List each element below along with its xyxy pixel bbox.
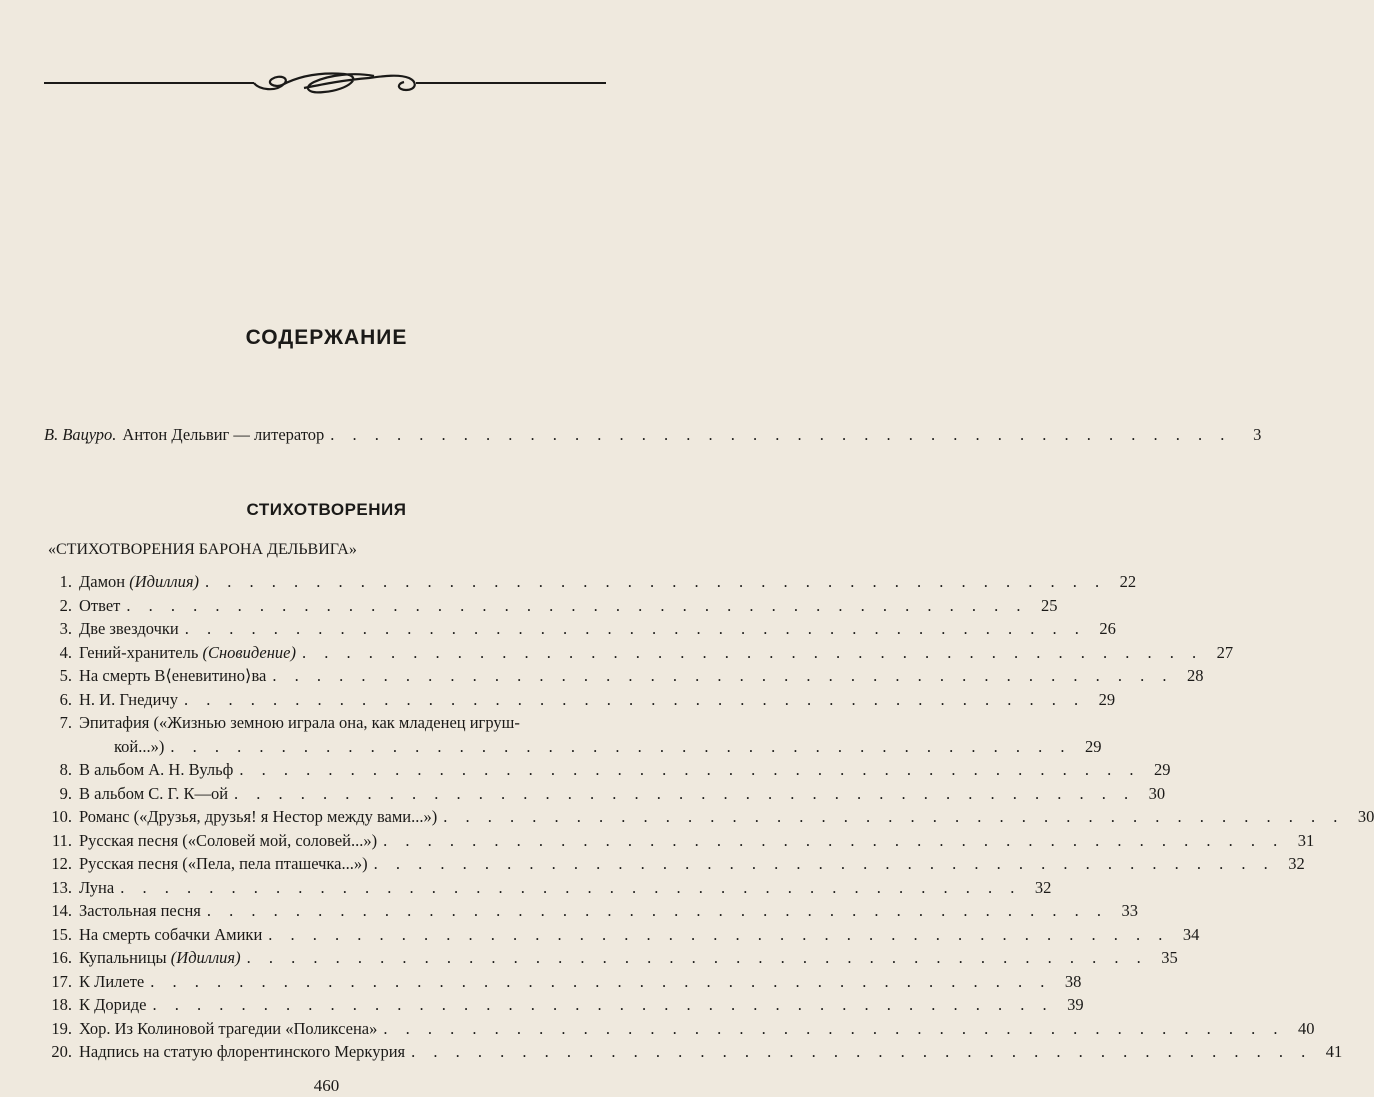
subsection-heading: «СТИХОТВОРЕНИЯ БАРОНА ДЕЛЬВИГА» [48,541,357,558]
toc-entry[interactable] [44,877,1052,900]
toc-entry[interactable] [44,595,1058,618]
toc-entry-title-text: Гений-хранитель [79,642,203,662]
toc-entry-title [79,643,296,663]
toc-entry-title [79,807,437,827]
dot-leader: . . . . . . . . . . . . . . . . . . . . . . . . . . . . . . . . . . . . . . . . . [272,666,1174,685]
toc-entry-title [79,666,266,686]
dot-leader: . . . . . . . . . . . . . . . . . . . . . . . . . . . . . . . . . . . . . . . . . [268,924,1170,944]
toc-entry-title [79,619,179,639]
toc-entry-page: 31 [1297,830,1315,850]
toc-entry-title [79,854,368,874]
toc-entry-title-text: Эпитафия («Жизнью земною играла она, как младенец игруш- [79,713,520,732]
toc-entry-number: 19. [51,1018,72,1038]
toc-entry-number: 13. [51,877,72,897]
toc-entry-page: 38 [1064,971,1082,991]
toc-entry-title [79,1019,377,1039]
toc-entry-title-text: В альбом А. Н. Вульф [79,760,234,779]
section-heading: СТИХОТВОРЕНИЯ [246,500,407,519]
toc-entry[interactable] [44,830,1315,853]
dot-leader: . . . . . . . . . . . . . . . . . . . . . . . . . . . . . . . . . . . . . . . . . [183,689,1086,709]
dot-leader: . . . . . . . . . . . . . . . . . . . . . . . . . . . . . . . . . . . . . . . . . [383,830,1285,850]
toc-entry-title-text: Надпись на статую флорентинского Меркурия [79,1042,406,1061]
dot-leader: . . . . . . . . . . . . . . . . . . . . . . . . . . . . . . . . . . . . . . . . . [443,807,1345,826]
toc-entry-title-text: Дамон [79,572,130,591]
toc-entry[interactable] [44,642,1234,665]
toc-entry-page: 32 [1288,854,1305,873]
toc-entry-number: 10. [51,807,72,826]
toc-entry[interactable] [44,971,1082,994]
toc-entry-title-text: Две звездочки [79,619,179,638]
toc-entry-genre: (Сновидение) [202,642,296,662]
toc-entry-number: 11. [51,830,72,850]
toc-entry[interactable] [44,1042,1343,1064]
dot-leader: . . . . . . . . . . . . . . . . . . . . . . . . . . . . . . . . . . . . . . . . . [170,736,1072,756]
toc-entry[interactable] [44,948,1178,970]
toc-entry-title-text: Романс («Друзья, друзья! я Нестор между вами...») [79,807,438,826]
dot-leader: . . . . . . . . . . . . . . . . . . . . . . . . . . . . . . . . . . . . . . . . . [184,619,1086,638]
toc-entry[interactable] [44,783,1166,806]
dot-leader: . . . . . . . . . . . . . . . . . . . . . . . . . . . . . . . . . . . . . . . . . [205,572,1107,591]
toc-entry[interactable] [44,572,1137,594]
dot-leader: . . . . . . . . . . . . . . . . . . . . . . . . . . . . . . . . . . . . . . . . . [152,995,1054,1014]
toc-entry-title [79,760,233,780]
contents-heading: СОДЕРЖАНИЕ [245,326,408,349]
toc-entry-title [79,784,228,804]
toc-entry-intro[interactable] [44,425,1262,447]
dot-leader: . . . . . . . . . . . . . . . . . . . . . . . . . . . . . . . . . . . . . . . . . [120,877,1022,897]
toc-entry-page: 29 [1153,760,1171,779]
toc-entry[interactable] [44,901,1138,923]
toc-entry[interactable] [44,807,1374,829]
toc-entry-page: 3 [1253,425,1262,444]
toc-entry-page: 32 [1034,877,1052,897]
toc-entry-title [79,1042,405,1062]
toc-entry-number: 17. [51,971,72,991]
toc-entry[interactable] [44,995,1084,1017]
toc-entry-title [79,948,241,968]
toc-entry-page: 40 [1298,1018,1315,1038]
toc-entry-title: В. Вацуро. Антон Дельвиг — литератор [44,425,325,444]
toc-entry-title [79,690,178,710]
toc-entry-continuation[interactable] [44,736,1102,759]
toc-entry-page: 26 [1099,619,1116,638]
toc-entry-title [79,831,377,851]
toc-entry-genre: (Идиллия) [170,948,241,967]
toc-entry-page: 30 [1357,807,1374,826]
dot-leader: . . . . . . . . . . . . . . . . . . . . . . . . . . . . . . . . . . . . . . . . . [239,760,1141,779]
toc-entry-title-text: Русская песня («Пела, пела пташечка...») [79,854,368,873]
dot-leader: . . . . . . . . . . . . . . . . . . . . . . . . . . . . . . . . . . . . . . . . . [126,595,1028,615]
toc-entry-title [79,572,199,592]
toc-entry-page: 29 [1085,736,1102,756]
decorative-ornament-rule [44,70,606,98]
toc-entry-title-text: На смерть собачки Амики [79,924,263,944]
dot-leader: . . . . . . . . . . . . . . . . . . . . . . . . . . . . . . . . . . . . . . . . . [206,901,1108,920]
toc-entry-title-text: Ответ [79,595,121,615]
toc-entry-number: 16. [51,948,72,967]
toc-entry-title [79,596,120,616]
toc-entry-title-text: Русская песня («Соловей мой, соловей...») [79,830,378,850]
dot-leader: . . . . . . . . . . . . . . . . . . . . . . . . . . . . . . . . . . . . . . . . . [330,425,1232,444]
toc-entry[interactable] [44,1018,1315,1041]
toc-entry-title [79,972,144,992]
toc-entry[interactable] [44,854,1305,876]
dot-leader: . . . . . . . . . . . . . . . . . . . . . . . . . . . . . . . . . . . . . . . . . [150,971,1052,991]
toc-entry[interactable] [44,689,1116,712]
toc-entry-number: 8. [59,760,72,779]
toc-entry-page: 30 [1148,783,1166,803]
toc-entry-genre: (Идиллия) [129,572,200,591]
toc-entry-number: 12. [51,854,72,873]
toc-entry[interactable] [44,619,1116,641]
toc-entry-number: 4. [59,642,72,662]
toc-entry-page: 39 [1067,995,1084,1014]
toc-entry-number: 5. [59,666,72,685]
dot-leader: . . . . . . . . . . . . . . . . . . . . . . . . . . . . . . . . . . . . . . . . . [383,1018,1285,1038]
toc-entry-title [79,713,520,733]
toc-entry-number: 15. [51,924,72,944]
toc-entry-title [79,878,114,898]
dot-leader: . . . . . . . . . . . . . . . . . . . . . . . . . . . . . . . . . . . . . . . . . [411,1042,1313,1061]
toc-entry-title [79,925,262,945]
toc-entry-title-text: Луна [79,877,115,897]
dot-leader: . . . . . . . . . . . . . . . . . . . . . . . . . . . . . . . . . . . . . . . . . [234,783,1136,803]
toc-entry-title-text: Купальницы [79,948,171,967]
toc-entry-number: 18. [51,995,72,1014]
toc-entry-number: 14. [51,901,72,920]
toc-entry-number: 7. [59,713,72,732]
toc-entry-continuation-text: кой...») [114,736,165,756]
toc-entry-title [79,995,146,1015]
toc-entry-page: 27 [1216,642,1234,662]
toc-entry[interactable] [44,666,1204,688]
toc-entry-title-text: Хор. Из Колиновой трагедии «Поликсена» [79,1018,378,1038]
toc-entry-page: 41 [1325,1042,1343,1061]
toc-entry-number: 2. [59,595,72,615]
toc-entry-title-text: На смерть В⟨еневитино⟩ва [79,666,267,685]
dot-leader: . . . . . . . . . . . . . . . . . . . . . . . . . . . . . . . . . . . . . . . . . [246,948,1148,967]
toc-entry-number: 9. [59,783,72,803]
toc-entry-title-text: Застольная песня [79,901,201,920]
toc-entry-page: 35 [1161,948,1178,967]
toc-entry-page: 28 [1186,666,1204,685]
toc-entry[interactable] [44,713,608,735]
toc-entry-title-text: К Дориде [79,995,147,1014]
toc-entry-page: 25 [1040,595,1058,615]
toc-entry-number: 6. [59,689,72,709]
toc-entry[interactable] [44,924,1200,947]
toc-entry-number: 3. [59,619,72,638]
dot-leader: . . . . . . . . . . . . . . . . . . . . . . . . . . . . . . . . . . . . . . . . . [301,642,1204,662]
toc-entry-title-text: Н. И. Гнедичу [79,689,178,709]
toc-entry[interactable] [44,760,1171,782]
toc-entry-number: 1. [59,572,72,591]
toc-entry-title [79,901,201,921]
dot-leader: . . . . . . . . . . . . . . . . . . . . . . . . . . . . . . . . . . . . . . . . . [373,854,1275,873]
page-number: 460 [313,1076,340,1095]
toc-entry-page: 34 [1182,924,1200,944]
toc-entry-number: 20. [51,1042,72,1061]
toc-entry-title-text: К Лилете [79,971,145,991]
toc-entry-title-text: В альбом С. Г. К—ой [79,783,229,803]
toc-entry-page: 22 [1119,572,1137,591]
toc-entry-page: 33 [1121,901,1138,920]
toc-entry-page: 29 [1098,689,1116,709]
